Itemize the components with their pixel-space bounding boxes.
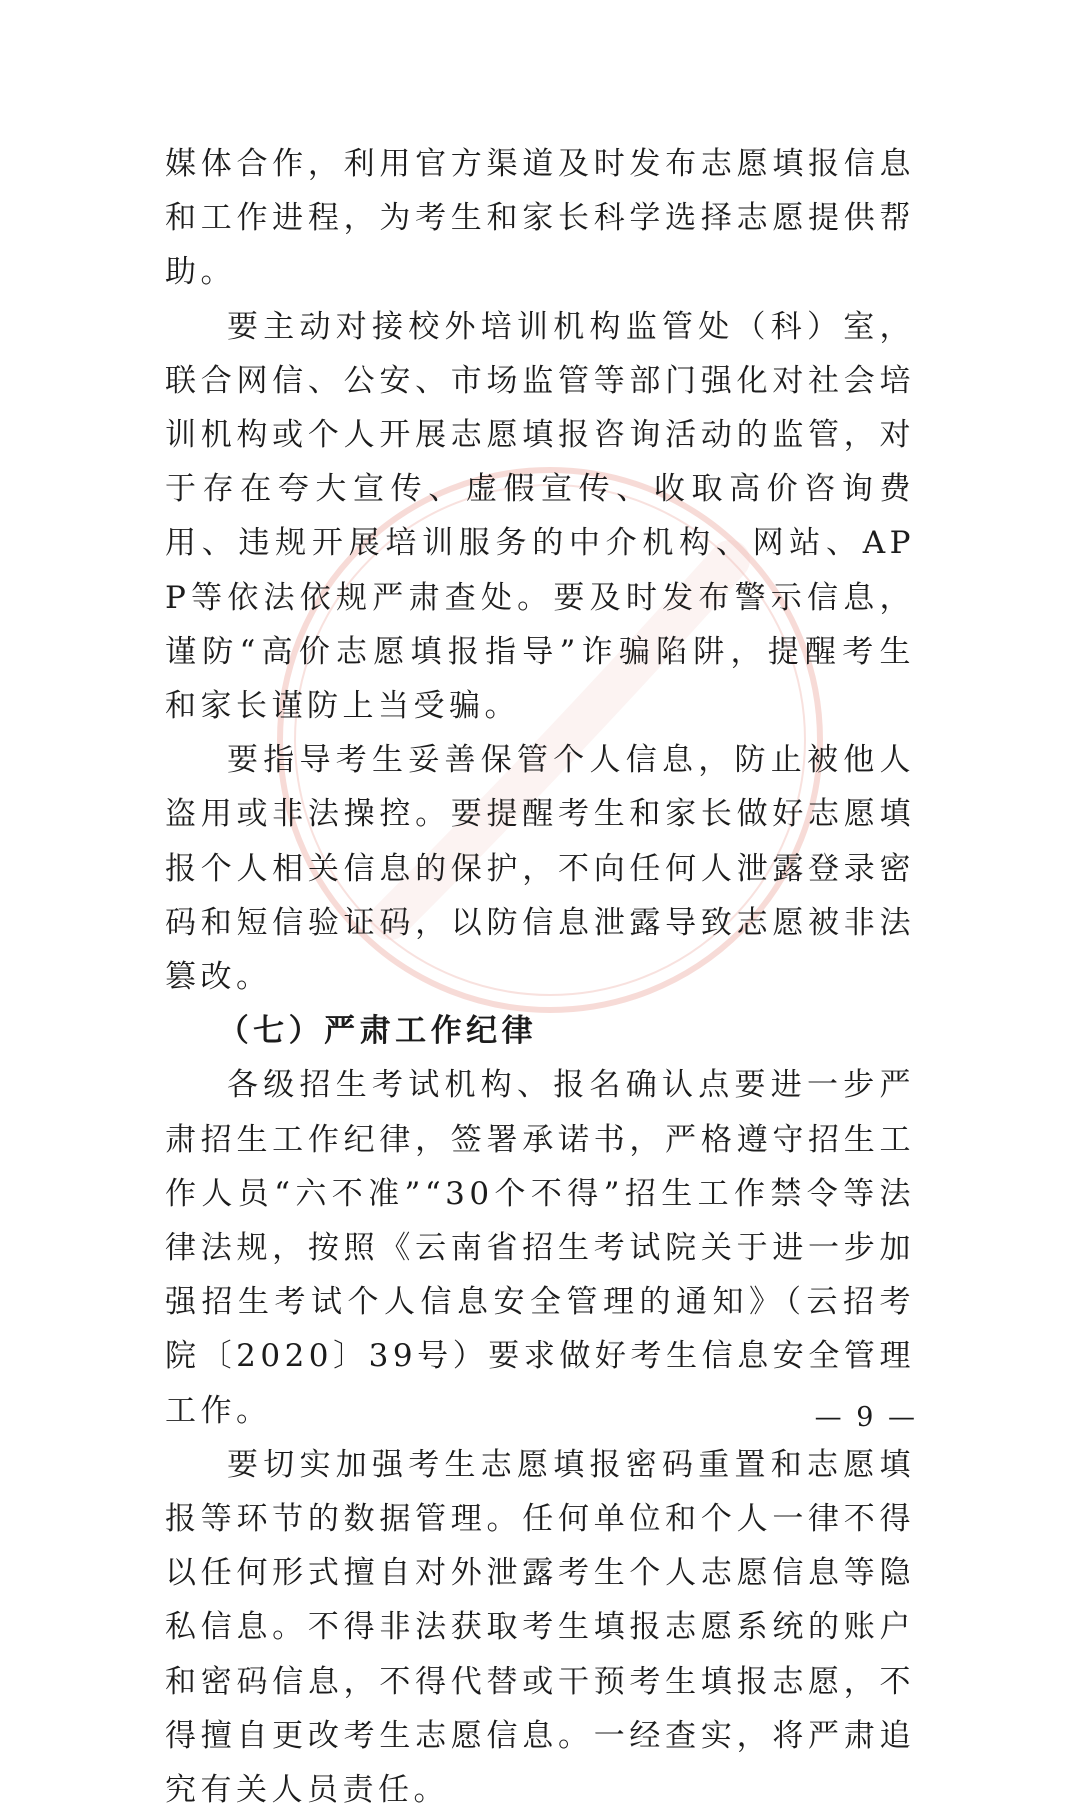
section-heading: （七）严肃工作纪律 xyxy=(217,1013,538,1050)
document-body xyxy=(165,137,915,1817)
paragraph-media-cooperation: 媒体合作，利用官方渠道及时发布志愿填报信息和工作进程，为考生和家长科学选择志愿提供帮助。 xyxy=(165,146,915,291)
paragraph-personal-info: 要指导考生妥善保管个人信息，防止被他人盗用或非法操控。要提醒考生和家长做好志愿填报个人相关信息的保护，不向任何人泄露登录密码和短信验证码，以防信息泄露导致志愿被非法篡改。 xyxy=(165,742,915,996)
paragraph-data-management: 要切实加强考生志愿填报密码重置和志愿填报等环节的数据管理。任何单位和个人一律不得以任何形式擅自对外泄露考生个人志愿信息等隐私信息。不得非法获取考生填报志愿系统的账户和密码信息，不得代替或干预考生填报志愿，不得擅自更改考生志愿信息。一经查实，将严肃追究有关人员责任。 xyxy=(165,1446,915,1809)
paragraph-work-discipline: 各级招生考试机构、报名确认点要进一步严肃招生工作纪律，签署承诺书，严格遵守招生工作人员“六不准”“30个不得”招生工作禁令等法律法规，按照《云南省招生考试院关于进一步加强招生考试个人信息安全管理的通知》（云招考院〔2020〕39号）要求做好考生信息安全管理工作。 xyxy=(165,1067,915,1429)
page-number: — 9 — xyxy=(814,1402,918,1433)
paragraph-training-supervision: 要主动对接校外培训机构监管处（科）室，联合网信、公安、市场监管等部门强化对社会培训机构或个人开展志愿填报咨询活动的监管，对于存在夸大宣传、虚假宣传、收取高价咨询费用、违规开展培训服务的中介机构、网站、APP等依法依规严肃查处。要及时发布警示信息，谨防“高价志愿填报指导”诈骗陷阱，提醒考生和家长谨防上当受骗。 xyxy=(165,308,915,725)
